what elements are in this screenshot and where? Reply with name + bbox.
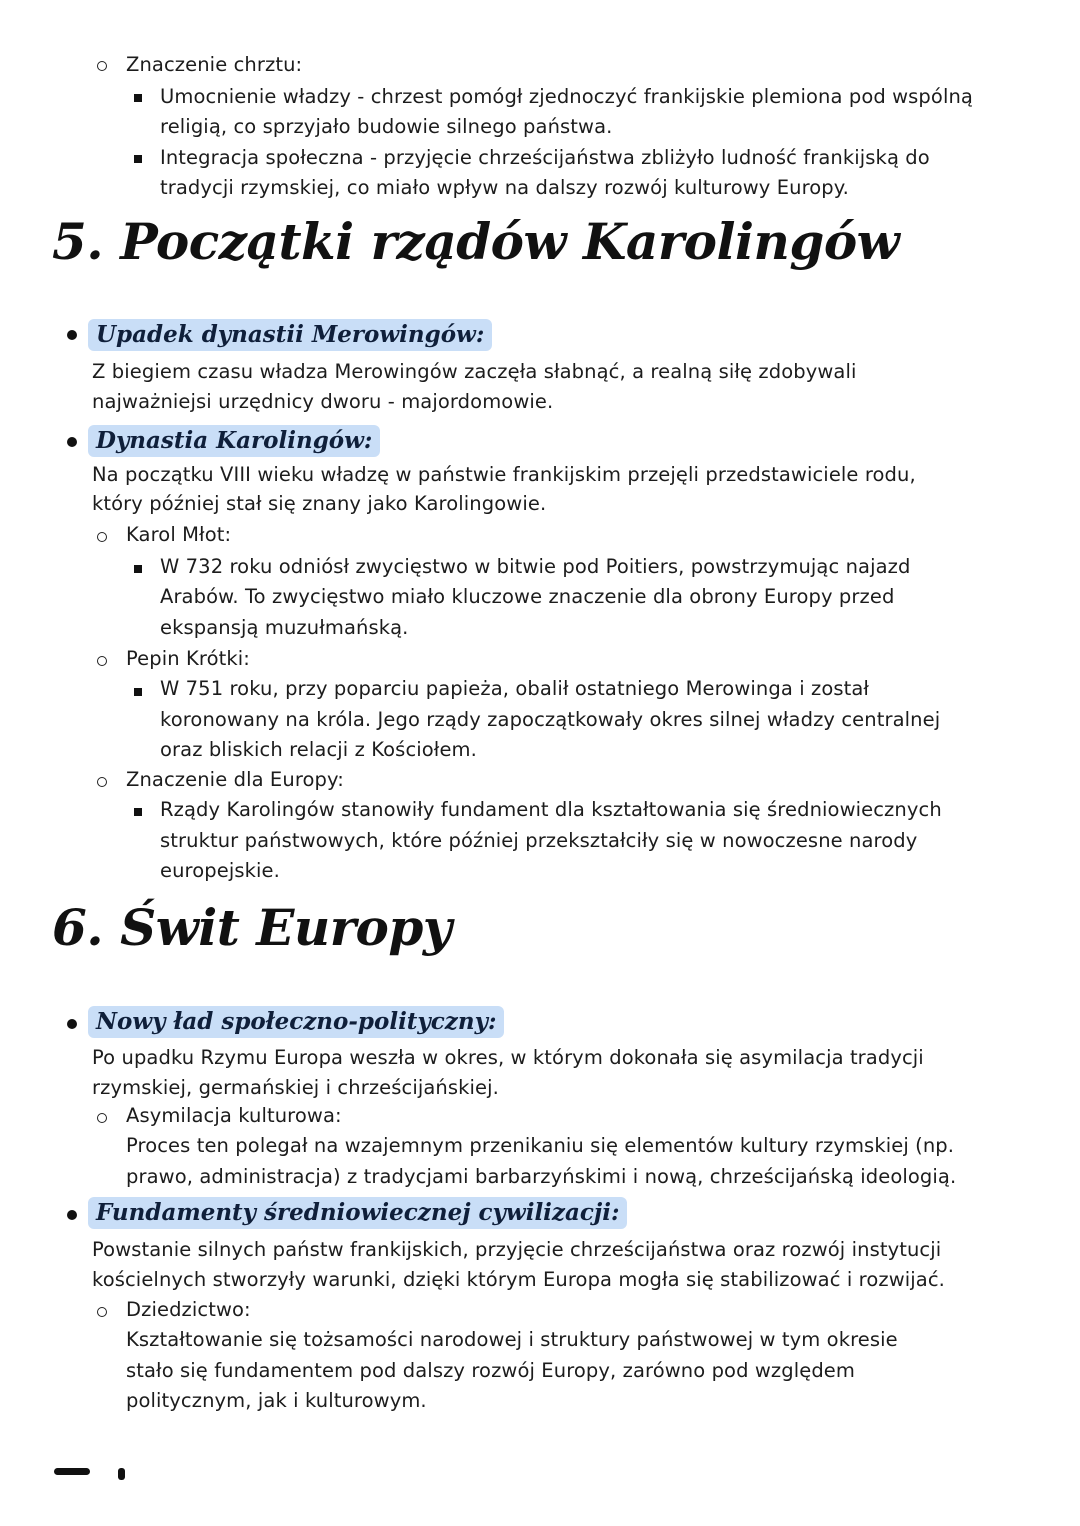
- sub-heading: Pepin Krótki:: [126, 647, 250, 670]
- section-5-title: 5. Początki rządów Karolingów: [52, 212, 900, 271]
- text-line: religią, co sprzyjało budowie silnego państwa.: [160, 115, 613, 138]
- square-bullet-icon: [134, 688, 142, 696]
- text-line: koronowany na króla. Jego rządy zapoczątkowały okres silnej władzy centralnej: [160, 708, 941, 731]
- bullet-icon: [67, 437, 77, 447]
- square-bullet-icon: [134, 94, 142, 102]
- text-line: Po upadku Rzymu Europa weszła w okres, w którym dokonała się asymilacja tradycji: [92, 1046, 924, 1069]
- text-line: europejskie.: [160, 859, 280, 882]
- hollow-bullet-icon: [97, 532, 107, 542]
- hollow-bullet-icon: [97, 1113, 107, 1123]
- text-line: Rządy Karolingów stanowiły fundament dla kształtowania się średniowiecznych: [160, 798, 942, 821]
- text-line: struktur państwowych, które później przekształciły się w nowoczesne narody: [160, 829, 918, 852]
- text-line: W 732 roku odniósł zwycięstwo w bitwie pod Poitiers, powstrzymując najazd: [160, 555, 911, 578]
- text-line: który później stał się znany jako Karolingowie.: [92, 492, 547, 515]
- section-6-title: 6. Świt Europy: [52, 898, 452, 957]
- text-line: rzymskiej, germańskiej i chrześcijańskiej.: [92, 1076, 499, 1099]
- text-line: Integracja społeczna - przyjęcie chrześcijaństwa zbliżyło ludność frankijską do: [160, 146, 930, 169]
- text-line: oraz bliskich relacji z Kościołem.: [160, 738, 477, 761]
- sub-heading: Znaczenie dla Europy:: [126, 768, 344, 791]
- hollow-bullet-icon: [97, 777, 107, 787]
- text-line: W 751 roku, przy poparciu papieża, obalił ostatniego Merowinga i został: [160, 677, 870, 700]
- text-line: kościelnych stworzyły warunki, dzięki którym Europa mogła się stabilizować i rozwijać.: [92, 1268, 945, 1291]
- hollow-bullet-icon: [97, 656, 107, 666]
- hollow-bullet-icon: [97, 61, 107, 71]
- hollow-bullet-icon: [97, 1307, 107, 1317]
- highlighted-heading: Nowy ład społeczno-polityczny:: [88, 1006, 504, 1038]
- square-bullet-icon: [134, 565, 142, 573]
- text-line: Umocnienie władzy - chrzest pomógł zjednoczyć frankijskie plemiona pod wspólną: [160, 85, 973, 108]
- bullet-icon: [67, 1019, 77, 1029]
- cutoff-heading-fragment: [54, 1468, 90, 1475]
- text-line: Arabów. To zwycięstwo miało kluczowe znaczenie dla obrony Europy przed: [160, 585, 895, 608]
- text-line: ekspansją muzułmańską.: [160, 616, 409, 639]
- sub-heading: Znaczenie chrztu:: [126, 53, 303, 76]
- text-line: politycznym, jak i kulturowym.: [126, 1389, 427, 1412]
- text-line: prawo, administracja) z tradycjami barbarzyńskimi i nową, chrześcijańską ideologią.: [126, 1165, 957, 1188]
- text-line: Powstanie silnych państw frankijskich, przyjęcie chrześcijaństwa oraz rozwój instytucji: [92, 1238, 942, 1261]
- square-bullet-icon: [134, 808, 142, 816]
- cutoff-heading-fragment: [118, 1468, 125, 1480]
- sub-heading: Karol Młot:: [126, 523, 232, 546]
- highlighted-heading: Fundamenty średniowiecznej cywilizacji:: [88, 1197, 627, 1229]
- text-line: Z biegiem czasu władza Merowingów zaczęła słabnąć, a realną siłę zdobywali: [92, 360, 857, 383]
- square-bullet-icon: [134, 155, 142, 163]
- highlighted-heading: Upadek dynastii Merowingów:: [88, 319, 492, 351]
- sub-heading: Asymilacja kulturowa:: [126, 1104, 342, 1127]
- text-line: Proces ten polegał na wzajemnym przenikaniu się elementów kultury rzymskiej (np.: [126, 1134, 955, 1157]
- bullet-icon: [67, 330, 77, 340]
- sub-heading: Dziedzictwo:: [126, 1298, 251, 1321]
- text-line: tradycji rzymskiej, co miało wpływ na dalszy rozwój kulturowy Europy.: [160, 176, 849, 199]
- text-line: Na początku VIII wieku władzę w państwie frankijskim przejęli przedstawiciele rodu,: [92, 463, 916, 486]
- text-line: stało się fundamentem pod dalszy rozwój Europy, zarówno pod względem: [126, 1359, 855, 1382]
- text-line: Kształtowanie się tożsamości narodowej i struktury państwowej w tym okresie: [126, 1328, 898, 1351]
- bullet-icon: [67, 1210, 77, 1220]
- highlighted-heading: Dynastia Karolingów:: [88, 425, 380, 457]
- text-line: najważniejsi urzędnicy dworu - majordomowie.: [92, 390, 554, 413]
